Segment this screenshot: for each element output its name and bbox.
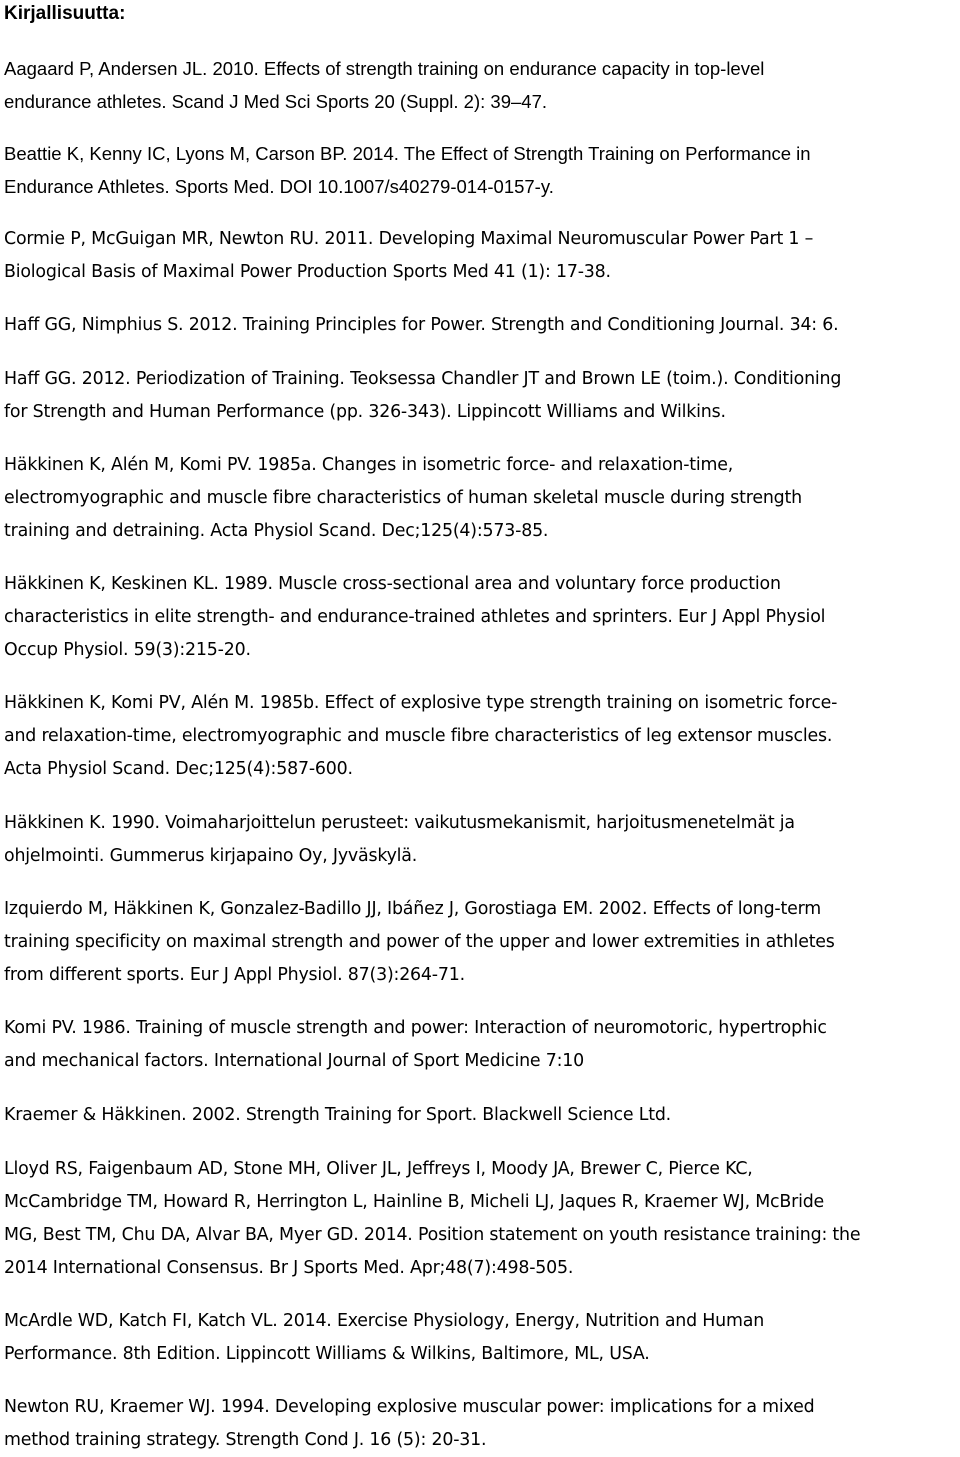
reference-item [4,807,954,873]
reference-line: MG, Best TM, Chu DA, Alvar BA, Myer GD. 2014. Position statement on youth resistance training: the [4,1225,861,1245]
reference-item [4,309,954,342]
reference-line: and mechanical factors. International Journal of Sport Medicine 7:10 [4,1051,584,1071]
reference-line: Lloyd RS, Faigenbaum AD, Stone MH, Oliver JL, Jeffreys I, Moody JA, Brewer C, Pierce KC, [4,1159,753,1179]
reference-item [4,1153,954,1285]
reference-line: ohjelmointi. Gummerus kirjapaino Oy, Jyväskylä. [4,846,418,866]
reference-item [4,1099,954,1132]
reference-line: Acta Physiol Scand. Dec;125(4):587-600. [4,759,353,779]
reference-line: and relaxation-time, electromyographic and muscle fibre characteristics of leg extensor muscles. [4,726,833,746]
reference-line: Kraemer & Häkkinen. 2002. Strength Training for Sport. Blackwell Science Ltd. [4,1105,672,1125]
reference-line: method training strategy. Strength Cond J. 16 (5): 20-31. [4,1430,487,1450]
reference-line: Beattie K, Kenny IC, Lyons M, Carson BP. 2014. The Effect of Strength Training on Performance in [4,143,811,164]
reference-line: Izquierdo M, Häkkinen K, Gonzalez-Badillo JJ, Ibáñez J, Gorostiaga EM. 2002. Effects of long-term [4,899,822,919]
reference-line: Häkkinen K, Komi PV, Alén M. 1985b. Effect of explosive type strength training on isometric force- [4,693,838,713]
reference-item [4,1012,954,1078]
reference-line: Occup Physiol. 59(3):215-20. [4,640,251,660]
reference-line: Cormie P, McGuigan MR, Newton RU. 2011. Developing Maximal Neuromuscular Power Part 1 – [4,229,814,249]
reference-item [4,363,954,429]
reference-line: characteristics in elite strength- and endurance-trained athletes and sprinters. Eur J Appl Physiol [4,607,826,627]
reference-item [4,687,954,786]
reference-line: endurance athletes. Scand J Med Sci Sports 20 (Suppl. 2): 39–47. [4,91,547,112]
reference-item [4,223,954,289]
reference-line: training and detraining. Acta Physiol Scand. Dec;125(4):573-85. [4,521,549,541]
reference-line: Haff GG. 2012. Periodization of Training. Teoksessa Chandler JT and Brown LE (toim.). Conditioning [4,369,842,389]
reference-line: 2014 International Consensus. Br J Sports Med. Apr;48(7):498-505. [4,1258,574,1278]
reference-line: Häkkinen K. 1990. Voimaharjoittelun perusteet: vaikutusmekanismit, harjoitusmenetelmät ja [4,813,795,833]
reference-line: Aagaard P, Andersen JL. 2010. Effects of strength training on endurance capacity in top-level [4,58,765,79]
reference-line: Komi PV. 1986. Training of muscle strength and power: Interaction of neuromotoric, hypertrophic [4,1018,827,1038]
reference-line: Newton RU, Kraemer WJ. 1994. Developing explosive muscular power: implications for a mixed [4,1397,815,1417]
page-title: Kirjallisuutta: [4,3,126,24]
reference-line: for Strength and Human Performance (pp. 326-343). Lippincott Williams and Wilkins. [4,402,726,422]
reference-line: Endurance Athletes. Sports Med. DOI 10.1007/s40279-014-0157-y. [4,176,554,197]
reference-item [4,137,954,203]
reference-line: Häkkinen K, Keskinen KL. 1989. Muscle cross-sectional area and voluntary force production [4,574,781,594]
reference-line: Haff GG, Nimphius S. 2012. Training Principles for Power. Strength and Conditioning Journal. 34: 6. [4,315,839,335]
reference-line: McCambridge TM, Howard R, Herrington L, Hainline B, Micheli LJ, Jaques R, Kraemer WJ, McBride [4,1192,825,1212]
reference-line: Biological Basis of Maximal Power Production Sports Med 41 (1): 17-38. [4,262,611,282]
reference-line: training specificity on maximal strength and power of the upper and lower extremities in athletes [4,932,835,952]
reference-line: Häkkinen K, Alén M, Komi PV. 1985a. Changes in isometric force- and relaxation-time, [4,455,734,475]
reference-item [4,1305,954,1371]
reference-item [4,568,954,667]
reference-item [4,449,954,548]
reference-line: McArdle WD, Katch FI, Katch VL. 2014. Exercise Physiology, Energy, Nutrition and Human [4,1311,765,1331]
reference-line: electromyographic and muscle fibre characteristics of human skeletal muscle during strength [4,488,802,508]
reference-line: from different sports. Eur J Appl Physiol. 87(3):264-71. [4,965,465,985]
reference-item [4,52,954,118]
reference-item [4,1391,954,1457]
reference-line: Performance. 8th Edition. Lippincott Williams & Wilkins, Baltimore, ML, USA. [4,1344,650,1364]
reference-item [4,893,954,992]
